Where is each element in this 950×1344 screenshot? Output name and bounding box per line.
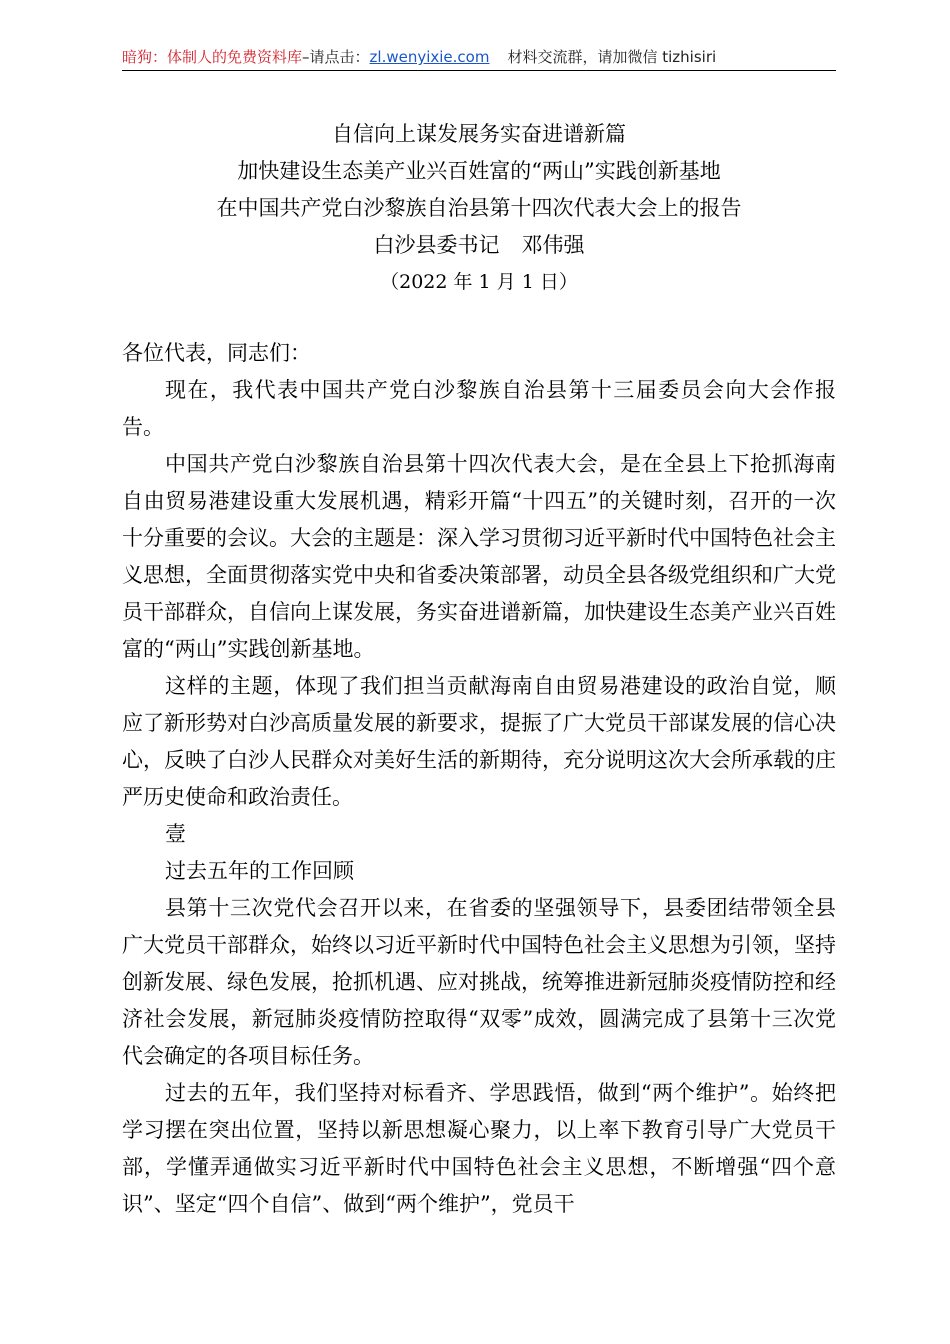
- header-wechat: 材料交流群，请加微信 tizhisiri: [507, 48, 717, 66]
- section-title: 过去五年的工作回顾: [165, 859, 354, 883]
- author-title: 白沙县委书记: [373, 233, 500, 257]
- report-date: （2022 年 1 月 1 日）: [380, 271, 578, 293]
- paragraph: 现在，我代表中国共产党白沙黎族自治县第十三届委员会向大会作报告。: [122, 378, 836, 439]
- header-click-prompt: –请点击：: [302, 48, 370, 66]
- salutation: 各位代表，同志们：: [122, 341, 311, 365]
- author-name: 邓伟强: [521, 233, 585, 257]
- section-number: 壹: [165, 822, 186, 846]
- paragraph: 过去的五年，我们坚持对标看齐、学思践悟，做到“两个维护”。始终把学习摆在突出位置，坚持以新思想凝心聚力，以上率下教育引导广大党员干部，学懂弄通做实习近平新时代中国特色社会主义思想，不断增强“四个意识”、坚定“四个自信”、做到“两个维护”，党员干: [122, 1081, 836, 1216]
- title-line-2: 加快建设生态美产业兴百姓富的“两山”实践创新基地: [237, 159, 721, 183]
- paragraph: 这样的主题，体现了我们担当贡献海南自由贸易港建设的政治自觉，顺应了新形势对白沙高质量发展的新要求，提振了广大党员干部谋发展的信心决心，反映了白沙人民群众对美好生活的新期待，充分说明这次大会所承载的庄严历史使命和政治责任。: [122, 674, 836, 809]
- header-brand: 暗狗：体制人的免费资料库: [122, 48, 303, 66]
- report-title-block: [122, 116, 836, 301]
- author-line: [122, 227, 836, 264]
- title-line-1: 自信向上谋发展务实奋进谱新篇: [332, 122, 626, 146]
- report-body: [122, 335, 836, 1223]
- page-header: [122, 44, 836, 71]
- header-link[interactable]: zl.wenyixie.com: [369, 48, 490, 66]
- paragraph: 中国共产党白沙黎族自治县第十四次代表大会，是在全县上下抢抓海南自由贸易港建设重大发展机遇，精彩开篇“十四五”的关键时刻，召开的一次十分重要的会议。大会的主题是：深入学习贯彻习近平新时代中国特色社会主义思想，全面贯彻落实党中央和省委决策部署，动员全县各级党组织和广大党员干部群众，自信向上谋发展，务实奋进谱新篇，加快建设生态美产业兴百姓富的“两山”实践创新基地。: [122, 452, 836, 661]
- title-line-3: 在中国共产党白沙黎族自治县第十四次代表大会上的报告: [216, 196, 742, 220]
- paragraph: 县第十三次党代会召开以来，在省委的坚强领导下，县委团结带领全县广大党员干部群众，始终以习近平新时代中国特色社会主义思想为引领，坚持创新发展、绿色发展，抢抓机遇、应对挑战，统筹推进新冠肺炎疫情防控和经济社会发展，新冠肺炎疫情防控取得“双零”成效，圆满完成了县第十三次党代会确定的各项目标任务。: [122, 896, 836, 1068]
